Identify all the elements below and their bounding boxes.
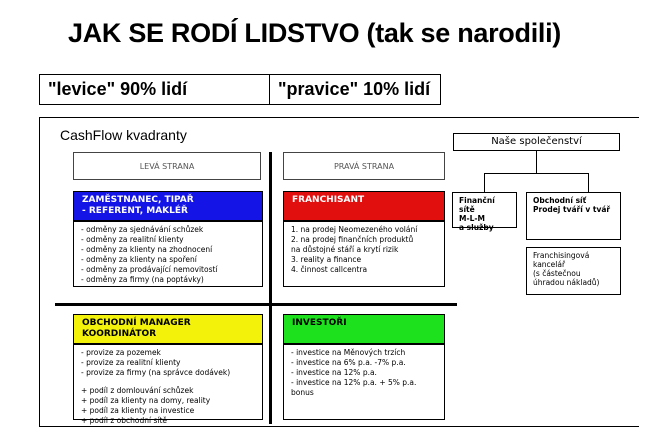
- connector-line: [536, 151, 537, 173]
- box-line: (s částečnou: [533, 269, 581, 278]
- quadrant-header-line: FRANCHISANT: [292, 195, 365, 205]
- box-line: a služby: [459, 223, 494, 232]
- list-item: - odměny za realitní klienty: [81, 235, 184, 244]
- commercial-network-box: [526, 192, 621, 240]
- slide-title: CashFlow kvadranty: [60, 127, 187, 143]
- quadrant-header-line: - REFERENT, MAKLÉŘ: [82, 206, 188, 216]
- left-side-label: LEVÁ STRANA: [73, 152, 261, 180]
- society-title-box: Naše společenství: [453, 133, 620, 151]
- franchisee-quadrant-body: [283, 221, 445, 287]
- list-item: bonus: [291, 388, 314, 397]
- list-item: - provize za realitní klienty: [81, 358, 181, 367]
- list-item: + podíl za klienty na investice: [81, 406, 195, 415]
- employee-quadrant-header: [73, 191, 263, 221]
- quadrant-header-line: ZAMĚSTNANEC, TIPAŘ: [82, 195, 194, 205]
- box-line: kancelář: [533, 260, 566, 269]
- list-item: - investice na 6% p.a. -7% p.a.: [291, 358, 406, 367]
- list-item: - odměny za prodávající nemovitostí: [81, 265, 218, 274]
- box-line: Finanční sítě: [459, 196, 495, 214]
- quadrant-header-line: OBCHODNÍ MANAGER: [82, 318, 191, 328]
- list-item: - investice na Měnových trzích: [291, 348, 406, 357]
- list-item: 2. na prodej finančních produktů: [291, 235, 414, 244]
- list-item: 3. reality a finance: [291, 255, 362, 264]
- box-line: Franchisingová: [533, 251, 590, 260]
- list-item: - odměny za sjednávání schůzek: [81, 225, 204, 234]
- manager-quadrant-body: [73, 344, 263, 425]
- manager-quadrant-header: [73, 314, 263, 344]
- financial-network-box: [452, 192, 517, 232]
- box-line: M-L-M: [459, 214, 485, 223]
- list-item: + podíl z domlouvání schůzek: [81, 386, 194, 395]
- list-item: - odměny za klienty na zhodnocení: [81, 245, 213, 254]
- investor-quadrant-header: [283, 314, 445, 344]
- list-gap: [81, 378, 262, 386]
- list-item: - provize za pozemek: [81, 348, 161, 357]
- list-item: - odměny za firmy (na poptávky): [81, 275, 204, 284]
- franchisee-quadrant-header: [283, 191, 445, 221]
- quadrant-header-line: INVESTOŘI: [292, 318, 347, 328]
- connector-line: [588, 173, 589, 192]
- horizontal-axis: [55, 303, 457, 306]
- list-item: 4. činnost callcentra: [291, 265, 368, 274]
- franchise-office-box: [526, 247, 621, 295]
- list-item: - investice na 12% p.a.: [291, 368, 377, 377]
- list-item: 1. na prodej Neomezeného volání: [291, 225, 418, 234]
- connector-line: [484, 173, 589, 174]
- vertical-axis: [269, 152, 272, 424]
- page-title: JAK SE RODÍ LIDSTVO (tak se narodili): [68, 18, 561, 48]
- right-ratio-cell: "pravice" 10% lidí: [269, 74, 441, 105]
- box-line: Obchodní síť: [533, 196, 587, 205]
- list-item: - provize za firmy (na správce dodávek): [81, 368, 231, 377]
- list-item: + podíl z obchodní sítě: [81, 416, 167, 425]
- box-line: Prodej tváří v tvář: [533, 205, 611, 214]
- list-item: - investice na 12% p.a. + 5% p.a.: [291, 378, 417, 387]
- investor-quadrant-body: [283, 344, 445, 420]
- list-item: - odměny za klienty na spoření: [81, 255, 197, 264]
- list-item: + podíl za klienty na domy, reality: [81, 396, 211, 405]
- connector-line: [484, 173, 485, 192]
- box-line: úhradou nákladů): [533, 278, 600, 287]
- list-item: na důstojné stáří a krytí rizik: [291, 245, 399, 254]
- employee-quadrant-body: [73, 221, 263, 287]
- right-side-label: PRAVÁ STRANA: [283, 152, 445, 180]
- quadrant-header-line: KOORDINÁTOR: [82, 329, 157, 339]
- left-ratio-cell: "levice" 90% lidí: [39, 74, 270, 105]
